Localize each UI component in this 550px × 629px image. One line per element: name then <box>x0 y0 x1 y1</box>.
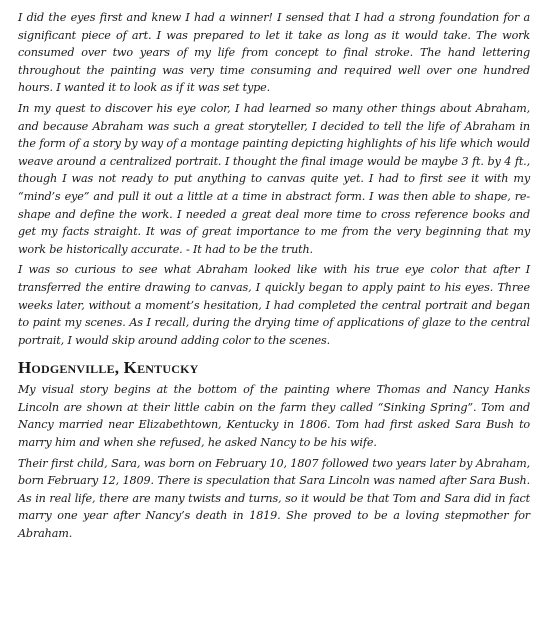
document-page <box>18 9 530 546</box>
paragraph-eyes-first: I did the eyes first and knew I had a winner! I sensed that I had a strong foundation for a significant piece of art. I was prepared to let it take as long as it would take. The work consumed over two years of my life from concept to final stroke. The hand lettering throughout the painting was very time consuming and required well over one hundred hours. I wanted it to look as if it was set type. <box>18 11 530 95</box>
paragraph-eye-color-quest: In my quest to discover his eye color, I had learned so many other things about Abraham, and because Abraham was such a great storyteller, I decided to tell the life of Abraham in the form of a story by way of a montage painting depicting highlights of his life which would weave around a centralized portrait. I thought the final image would be maybe 3 ft. by 4 ft., though I was not ready to put anything to canvas quite yet. I had to first see it with my “mind’s eye” and pull it out a little at a time in abstract form. I was then able to shape, re-shape and define the work. I needed a great deal more time to cross reference books and get my facts straight. It was of great importance to me from the very beginning that my work be historically accurate. - It had to be the truth. <box>18 101 530 256</box>
paragraph-true-eye-color: I was so curious to see what Abraham looked like with his true eye color that after I transferred the entire drawing to canvas, I quickly began to apply paint to his eyes. Three weeks later, without a moment’s hesitation, I had completed the central portrait and began to paint my scenes. As I recall, during the drying time of applications of glaze to the central portrait, I would skip around adding color to the scenes. <box>18 263 530 347</box>
section-heading: Hodgenville, Kentucky <box>18 358 199 378</box>
paragraph-visual-story: My visual story begins at the bottom of the painting where Thomas and Nancy Hanks Lincoln are shown at their little cabin on the farm they called “Sinking Spring”. Tom and Nancy married near Elizabethtown, Kentucky in 1806. Tom had first asked Sara Bush to marry him and when she refused, he asked Nancy to be his wife. <box>18 383 530 450</box>
paragraph-first-child: Their first child, Sara, was born on February 10, 1807 followed two years later by Abraham, born February 12, 1809. There is speculation that Sara Lincoln was named after Sara Bush. As in real life, there are many twists and turns, so it would be that Tom and Sara did in fact marry one year after Nancy’s death in 1819. She proved to be a loving stepmother for Abraham. <box>18 456 530 541</box>
